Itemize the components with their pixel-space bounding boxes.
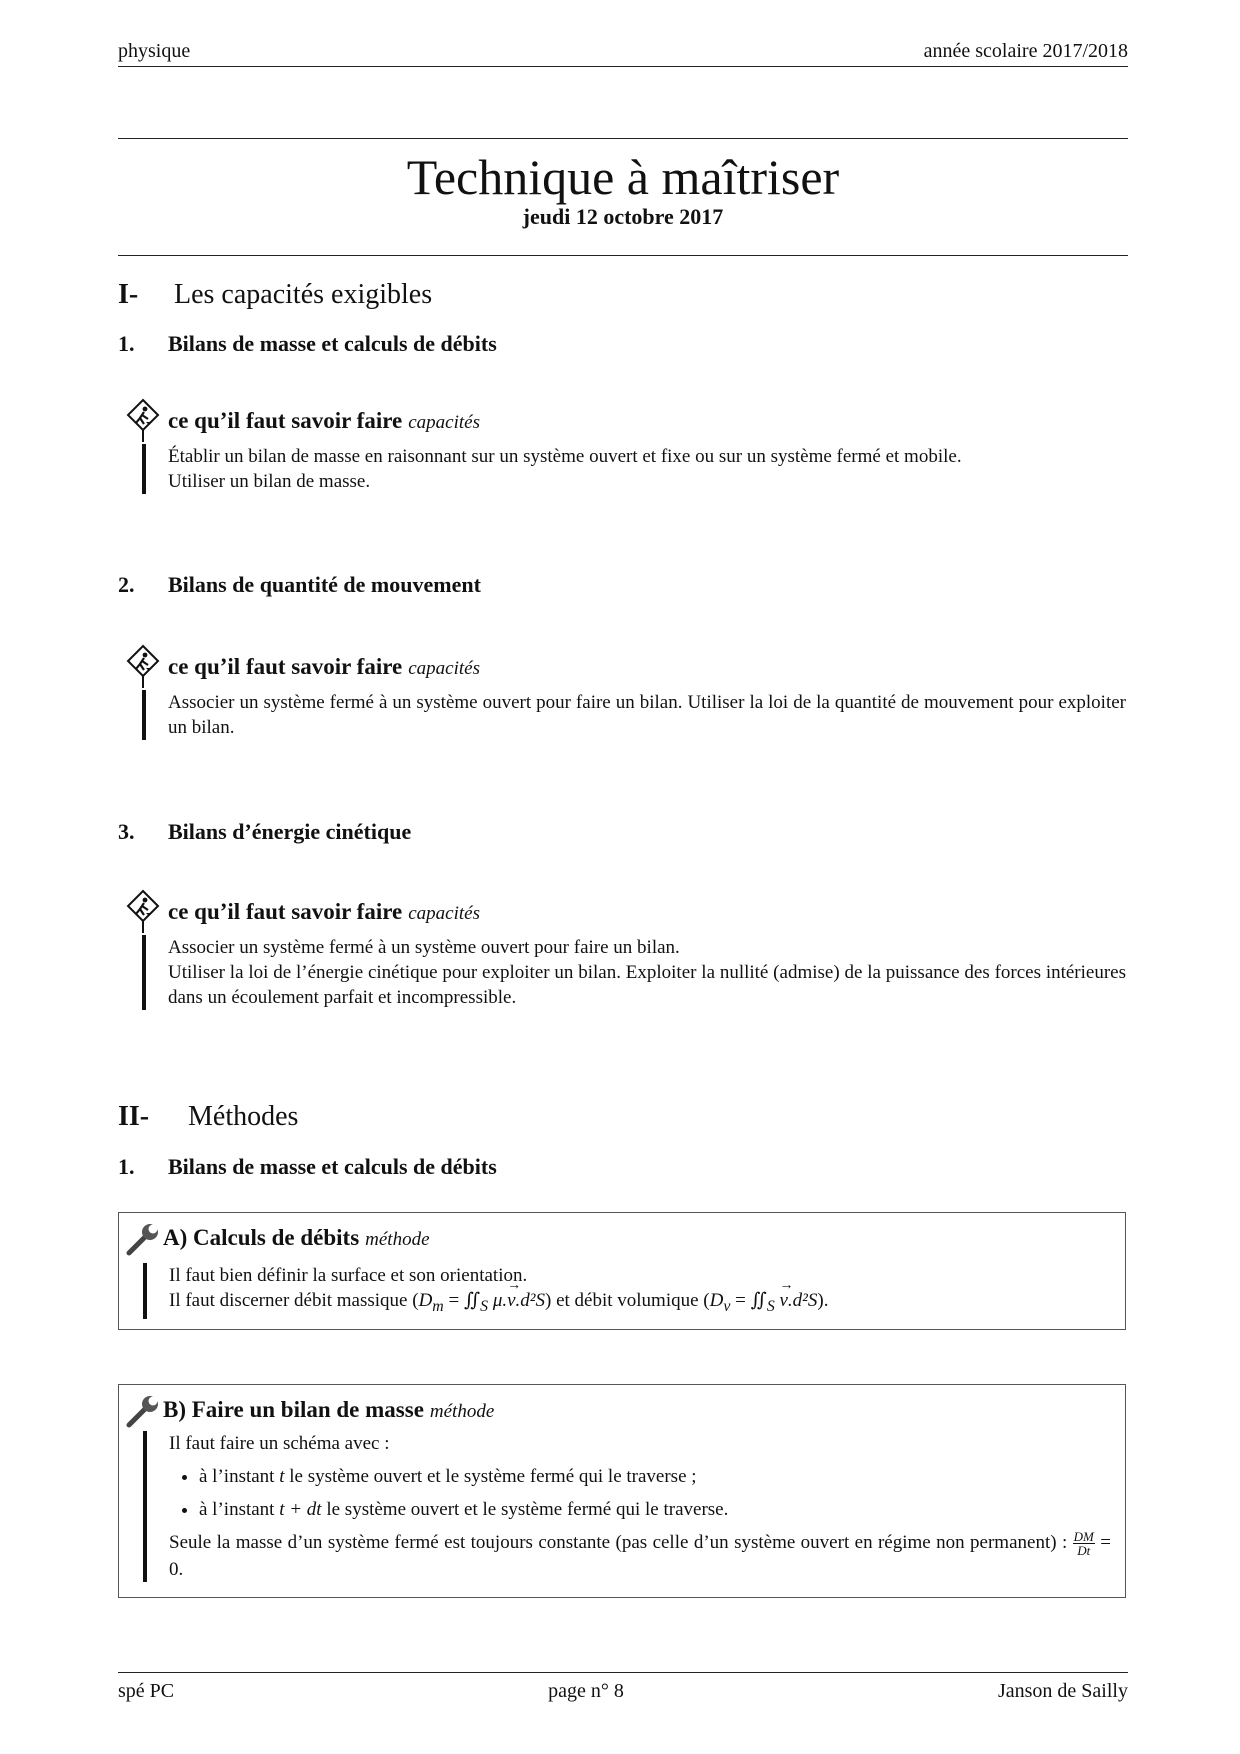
section-heading-2 (118, 1100, 298, 1134)
section-title: Méthodes (188, 1101, 299, 1132)
page-date: jeudi 12 octobre 2017 (522, 204, 724, 229)
capacity-tag: capacités (408, 903, 480, 924)
document-page (118, 0, 1128, 1754)
fraction: $\frac{DM}{Dt}$ (1073, 1529, 1094, 1559)
subsection-heading-1-3: 3. Bilans d’énergie cinétique (118, 819, 412, 844)
footer-page-number: page n° 8 (548, 1680, 624, 1702)
method-body (143, 1263, 1111, 1319)
subsection-heading-2-1: 1. Bilans de masse et calculs de débits (118, 1154, 497, 1179)
header-school-year: année scolaire 2017/2018 (923, 40, 1128, 62)
method-title: B) Faire un bilan de masse (163, 1397, 424, 1422)
capacity-box-3 (126, 895, 1126, 1010)
subsection-heading-1-2: 2. Bilans de quantité de mouvement (118, 572, 481, 597)
title-rule-top (118, 138, 1128, 139)
method-tag: méthode (429, 1401, 495, 1422)
section-number: II- (118, 1101, 150, 1132)
header-subject: physique (118, 40, 191, 62)
title-rule-bottom (118, 255, 1128, 256)
method-box-a (118, 1212, 1126, 1330)
method-bullet-list (169, 1464, 1111, 1522)
wrench-icon (125, 1393, 161, 1429)
method-title: A) Calculs de débits (163, 1225, 360, 1250)
capacity-tag: capacités (408, 412, 480, 433)
section-number: I- (118, 279, 139, 310)
footer-school: Janson de Sailly (997, 1680, 1128, 1702)
capacity-title: ce qu’il faut savoir faire (168, 408, 403, 433)
footer-rule (118, 1672, 1128, 1673)
capacity-line: Établir un bilan de masse en raisonnant sur un système ouvert et fixe ou sur un système fermé et mobile. (168, 446, 962, 467)
list-item: • à l’instant t le système ouvert et le système fermé qui le traverse ; (199, 1464, 1111, 1489)
section-heading-1 (118, 278, 432, 312)
running-header (118, 40, 1128, 63)
page-title: Technique à maîtriser (406, 149, 840, 205)
subsection-heading-1-1: 1. Bilans de masse et calculs de débits (118, 331, 497, 356)
capacity-tag: capacités (408, 658, 480, 679)
capacity-box-2 (126, 650, 1126, 740)
method-body (143, 1431, 1111, 1582)
method-line: Il faut faire un schéma avec : (169, 1433, 390, 1454)
method-box-b (118, 1384, 1126, 1598)
method-line: Il faut bien définir la surface et son orientation. (169, 1265, 528, 1286)
capacity-line: Utiliser la loi de l’énergie cinétique pour exploiter un bilan. Exploiter la nullité (admise) de la puissance des forces intérieures dans un écoulement parfait et incompressible. (168, 962, 1126, 1008)
method-tag: méthode (365, 1229, 430, 1250)
roadwork-sign-icon (126, 398, 160, 444)
wrench-icon (125, 1221, 161, 1257)
capacity-body (142, 935, 1126, 1010)
section-title: Les capacités exigibles (174, 279, 433, 310)
header-rule (118, 66, 1128, 67)
capacity-line: Utiliser un bilan de masse. (168, 471, 371, 492)
capacity-title: ce qu’il faut savoir faire (168, 654, 403, 679)
method-line: Seule la masse d’un système fermé est toujours constante (pas celle d’un système ouvert en régime non permanent) : $\frac{DM}{Dt}$ = 0. (169, 1529, 1111, 1581)
list-item: • à l’instant t + dt le système ouvert et le système fermé qui le traverse. (199, 1497, 1111, 1522)
capacity-title: ce qu’il faut savoir faire (168, 899, 403, 924)
footer-class: spé PC (118, 1680, 175, 1702)
capacity-line: Associer un système fermé à un système ouvert pour faire un bilan. Utiliser la loi de la quantité de mouvement pour exploiter un bilan. (168, 692, 1126, 738)
method-line: Il faut discerner débit massique ($D_m$ = $∬_S$ μ.→ v.d²S) et débit volumique ($D_v$ = $∬_S \to v.d^2S$). (169, 1288, 1111, 1319)
roadwork-sign-icon (126, 889, 160, 935)
page-footer (118, 1680, 1128, 1703)
capacity-line: Associer un système fermé à un système ouvert pour faire un bilan. (168, 937, 680, 958)
roadwork-sign-icon (126, 644, 160, 690)
capacity-body (142, 444, 1126, 494)
capacity-body (142, 690, 1126, 740)
capacity-box-1 (126, 404, 1126, 494)
